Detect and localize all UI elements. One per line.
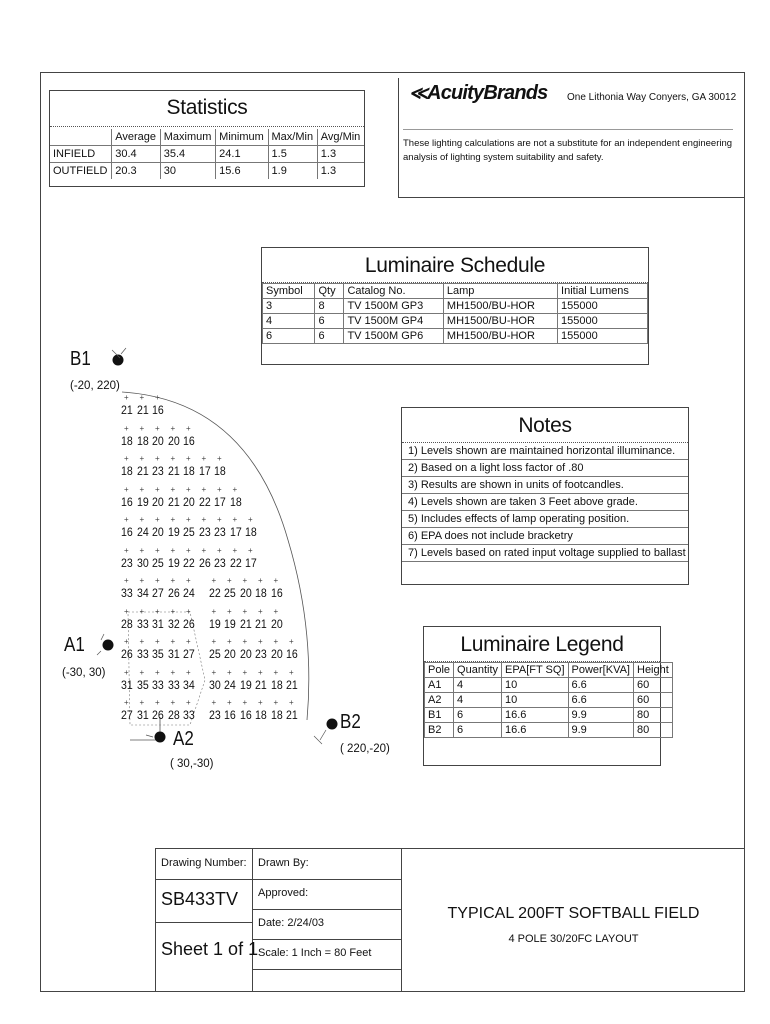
pole-a2-icon bbox=[155, 732, 166, 743]
legend-cell: 60 bbox=[634, 693, 673, 708]
legend-header-4: Height bbox=[634, 663, 673, 678]
schedule-cell: TV 1500M GP6 bbox=[344, 329, 443, 344]
legend-title: Luminaire Legend bbox=[460, 633, 624, 656]
illuminance-value: 21 bbox=[167, 466, 180, 478]
illuminance-value: 21 bbox=[255, 679, 267, 692]
illuminance-value: 31 bbox=[167, 649, 180, 661]
legend-cell: 10 bbox=[502, 678, 569, 693]
pole-b1-label: B1 bbox=[70, 348, 91, 370]
grid-point-icon: + bbox=[124, 637, 129, 646]
illuminance-value: 21 bbox=[239, 618, 252, 631]
illuminance-value: 22 bbox=[229, 557, 242, 570]
statistics-title: Statistics bbox=[166, 96, 248, 119]
statistics-header-3: Minimum bbox=[216, 129, 268, 146]
grid-point-icon: + bbox=[124, 606, 129, 616]
grid-point-icon: + bbox=[273, 576, 279, 585]
grid-point-icon: + bbox=[258, 576, 263, 585]
schedule-cell: TV 1500M GP3 bbox=[344, 299, 443, 314]
grid-point-icon: + bbox=[170, 484, 176, 494]
pole-a1-label: A1 bbox=[64, 634, 85, 656]
grid-point-icon: + bbox=[170, 606, 176, 616]
illuminance-value: 18 bbox=[214, 466, 226, 478]
grid-point-icon: + bbox=[211, 698, 217, 707]
grid-point-icon: + bbox=[170, 637, 176, 646]
illuminance-value: 20 bbox=[239, 649, 252, 661]
grid-point-icon: + bbox=[201, 484, 207, 494]
grid-point-icon: + bbox=[124, 667, 129, 677]
illuminance-value: 34 bbox=[183, 679, 195, 692]
note-item: 7) Levels based on rated input voltage supplied to ballast bbox=[402, 545, 688, 562]
grid-point-icon: + bbox=[258, 698, 263, 707]
illuminance-value: 23 bbox=[198, 527, 211, 539]
illuminance-value: 22 bbox=[183, 557, 195, 570]
illuminance-value: 20 bbox=[152, 496, 164, 509]
grid-point-icon: + bbox=[201, 545, 207, 555]
grid-point-icon: + bbox=[155, 606, 160, 616]
statistics-cell: 30 bbox=[160, 163, 215, 180]
legend-cell: 6.6 bbox=[568, 678, 634, 693]
main-title: TYPICAL 200FT SOFTBALL FIELD bbox=[447, 905, 700, 922]
grid-point-icon: + bbox=[139, 637, 145, 646]
grid-point-icon: + bbox=[155, 484, 160, 494]
illuminance-value: 26 bbox=[167, 588, 180, 600]
illuminance-value: 25 bbox=[183, 527, 195, 539]
legend-cell: 4 bbox=[454, 693, 502, 708]
illuminance-value: 24 bbox=[136, 527, 149, 539]
schedule-header-2: Catalog No. bbox=[344, 284, 443, 299]
grid-point-icon: + bbox=[155, 576, 160, 585]
pole-b2-coord: ( 220,-20) bbox=[340, 743, 390, 755]
notes-title: Notes bbox=[518, 414, 572, 437]
illuminance-value: 16 bbox=[286, 649, 298, 661]
illuminance-value: 19 bbox=[167, 557, 180, 570]
grid-point-icon: + bbox=[186, 515, 191, 524]
schedule-cell: MH1500/BU-HOR bbox=[443, 329, 557, 344]
grid-point-icon: + bbox=[139, 454, 145, 463]
illuminance-value: 18 bbox=[121, 435, 133, 448]
grid-point-icon: + bbox=[289, 698, 294, 707]
grid-point-icon: + bbox=[258, 667, 263, 677]
legend-cell: 9.9 bbox=[568, 708, 634, 723]
illuminance-value: 35 bbox=[136, 679, 149, 692]
grid-point-icon: + bbox=[242, 667, 248, 677]
illuminance-value: 31 bbox=[136, 710, 149, 722]
grid-point-icon: + bbox=[186, 606, 191, 616]
illuminance-value: 21 bbox=[286, 710, 298, 722]
illuminance-value: 24 bbox=[183, 588, 195, 600]
illuminance-value: 17 bbox=[245, 557, 257, 570]
legend-header-2: EPA[FT SQ] bbox=[502, 663, 569, 678]
statistics-cell: 35.4 bbox=[160, 146, 215, 163]
grid-point-icon: + bbox=[124, 484, 129, 494]
grid-point-icon: + bbox=[201, 454, 207, 463]
sub-title: 4 POLE 30/20FC LAYOUT bbox=[508, 933, 639, 945]
illuminance-value: 16 bbox=[270, 588, 283, 600]
illuminance-value: 21 bbox=[136, 466, 149, 478]
illuminance-value: 26 bbox=[198, 557, 211, 570]
schedule-cell: 4 bbox=[263, 314, 315, 329]
grid-point-icon: + bbox=[217, 515, 222, 524]
schedule-header-3: Lamp bbox=[443, 284, 557, 299]
legend-cell: A2 bbox=[425, 693, 454, 708]
statistics-cell: 1.9 bbox=[268, 163, 317, 180]
grid-point-icon: + bbox=[248, 515, 253, 524]
statistics-cell: 24.1 bbox=[216, 146, 268, 163]
legend-cell: 9.9 bbox=[568, 723, 634, 738]
pole-a2-label: A2 bbox=[173, 728, 194, 750]
statistics-cell: 15.6 bbox=[216, 163, 268, 180]
approved-label: Approved: bbox=[258, 887, 309, 899]
grid-point-icon: + bbox=[289, 667, 294, 677]
statistics-cell: OUTFIELD bbox=[53, 165, 108, 177]
illuminance-value: 19 bbox=[136, 496, 149, 509]
schedule-cell: 155000 bbox=[558, 299, 648, 314]
schedule-cell: 8 bbox=[315, 299, 344, 314]
illuminance-value: 22 bbox=[198, 496, 211, 509]
legend-cell: 80 bbox=[634, 723, 673, 738]
grid-point-icon: + bbox=[139, 576, 145, 585]
illuminance-value: 18 bbox=[255, 588, 267, 600]
note-item: 1) Levels shown are maintained horizontal illuminance. bbox=[402, 443, 688, 460]
legend-header-1: Quantity bbox=[454, 663, 502, 678]
grid-point-icon: + bbox=[242, 637, 248, 646]
grid-point-icon: + bbox=[186, 545, 191, 555]
schedule-cell: TV 1500M GP4 bbox=[344, 314, 443, 329]
grid-point-icon: + bbox=[170, 515, 176, 524]
grid-point-icon: + bbox=[170, 423, 176, 433]
grid-point-icon: + bbox=[211, 576, 217, 585]
illuminance-value: 26 bbox=[183, 618, 195, 631]
illuminance-value: 18 bbox=[183, 466, 195, 478]
grid-point-icon: + bbox=[258, 606, 263, 616]
illuminance-value: 28 bbox=[167, 710, 180, 722]
grid-point-icon: + bbox=[258, 637, 263, 646]
grid-point-icon: + bbox=[201, 515, 207, 524]
illuminance-value: 18 bbox=[121, 466, 133, 478]
legend-header-0: Pole bbox=[425, 663, 454, 678]
grid-point-icon: + bbox=[211, 606, 217, 616]
legend-cell: A1 bbox=[425, 678, 454, 693]
legend-cell: B2 bbox=[425, 723, 454, 738]
grid-point-icon: + bbox=[186, 576, 191, 585]
schedule-title: Luminaire Schedule bbox=[364, 254, 546, 277]
grid-point-icon: + bbox=[155, 454, 160, 463]
illuminance-value: 34 bbox=[136, 588, 149, 600]
statistics-header-5: Avg/Min bbox=[317, 129, 364, 146]
grid-point-icon: + bbox=[155, 423, 160, 433]
grid-point-icon: + bbox=[124, 423, 129, 433]
pole-a1-coord: (-30, 30) bbox=[62, 667, 106, 679]
grid-point-icon: + bbox=[139, 515, 145, 524]
statistics-cell: 30.4 bbox=[112, 146, 160, 163]
drawing-date: Date: 2/24/03 bbox=[258, 917, 325, 929]
illuminance-value: 32 bbox=[167, 618, 180, 631]
grid-point-icon: + bbox=[242, 606, 248, 616]
grid-point-icon: + bbox=[155, 545, 160, 555]
legend-cell: 80 bbox=[634, 708, 673, 723]
grid-point-icon: + bbox=[186, 698, 191, 707]
illuminance-value: 28 bbox=[121, 618, 133, 631]
grid-point-icon: + bbox=[232, 484, 238, 494]
illuminance-value: 35 bbox=[152, 649, 164, 661]
grid-point-icon: + bbox=[273, 606, 279, 616]
illuminance-value: 19 bbox=[239, 679, 252, 692]
illuminance-value: 21 bbox=[136, 405, 149, 417]
sheet-number: Sheet 1 of 1 bbox=[161, 939, 259, 959]
illuminance-value: 18 bbox=[270, 710, 283, 722]
schedule-cell: 155000 bbox=[558, 329, 648, 344]
illuminance-value: 21 bbox=[121, 405, 133, 417]
grid-point-icon: + bbox=[186, 637, 191, 646]
statistics-cell: 1.5 bbox=[268, 146, 317, 163]
logo-swoosh-icon: ≪ bbox=[409, 83, 428, 103]
legend-header-3: Power[KVA] bbox=[568, 663, 634, 678]
grid-point-icon: + bbox=[227, 576, 232, 585]
statistics-header-1: Average bbox=[112, 129, 160, 146]
illuminance-value: 20 bbox=[152, 527, 164, 539]
grid-point-icon: + bbox=[124, 454, 129, 463]
grid-point-icon: + bbox=[170, 576, 176, 585]
illuminance-value: 33 bbox=[121, 588, 133, 600]
grid-point-icon: + bbox=[155, 637, 160, 646]
grid-point-icon: + bbox=[124, 545, 129, 555]
legend-cell: B1 bbox=[425, 708, 454, 723]
grid-point-icon: + bbox=[186, 454, 191, 463]
illuminance-value: 18 bbox=[136, 435, 149, 448]
note-item: 3) Results are shown in units of footcandles. bbox=[402, 477, 688, 494]
note-item: 6) EPA does not include bracketry bbox=[402, 528, 688, 545]
disclaimer-text: These lighting calculations are not a substitute for an independent engineering analysis of lighting system suitability and safety. bbox=[403, 138, 733, 163]
illuminance-value: 16 bbox=[239, 710, 252, 722]
grid-point-icon: + bbox=[217, 545, 222, 555]
grid-point-icon: + bbox=[170, 698, 176, 707]
illuminance-value: 25 bbox=[208, 649, 221, 661]
grid-point-icon: + bbox=[227, 698, 232, 707]
schedule-cell: 155000 bbox=[558, 314, 648, 329]
grid-point-icon: + bbox=[242, 576, 248, 585]
title-block bbox=[155, 848, 745, 992]
grid-point-icon: + bbox=[248, 545, 253, 555]
note-item: 2) Based on a light loss factor of .80 bbox=[402, 460, 688, 477]
illuminance-value: 23 bbox=[255, 649, 267, 661]
illuminance-value: 27 bbox=[183, 649, 195, 661]
statistics-cell: 1.3 bbox=[317, 163, 364, 180]
pole-b2-icon bbox=[327, 719, 338, 730]
legend-cell: 4 bbox=[454, 678, 502, 693]
illuminance-value: 27 bbox=[152, 588, 164, 600]
grid-point-icon: + bbox=[227, 637, 232, 646]
legend-cell: 60 bbox=[634, 678, 673, 693]
illuminance-value: 17 bbox=[229, 527, 242, 539]
illuminance-value: 21 bbox=[286, 679, 298, 692]
illuminance-value: 25 bbox=[152, 557, 164, 570]
illuminance-value: 23 bbox=[152, 466, 164, 478]
grid-point-icon: + bbox=[124, 698, 129, 707]
schedule-cell: 3 bbox=[263, 299, 315, 314]
grid-point-icon: + bbox=[211, 637, 217, 646]
statistics-header-4: Max/Min bbox=[268, 129, 317, 146]
grid-point-icon: + bbox=[242, 698, 248, 707]
pole-a2-coord: ( 30,-30) bbox=[170, 758, 214, 770]
legend-cell: 10 bbox=[502, 693, 569, 708]
statistics-cell: INFIELD bbox=[53, 148, 96, 160]
grid-point-icon: + bbox=[139, 545, 145, 555]
grid-point-icon: + bbox=[139, 667, 145, 677]
grid-point-icon: + bbox=[273, 698, 279, 707]
schedule-cell: 6 bbox=[263, 329, 315, 344]
grid-point-icon: + bbox=[232, 515, 238, 524]
illuminance-value: 23 bbox=[208, 710, 221, 722]
pole-a1-icon bbox=[103, 640, 114, 651]
illuminance-value: 19 bbox=[208, 618, 221, 631]
illuminance-value: 23 bbox=[121, 557, 133, 570]
grid-point-icon: + bbox=[186, 423, 191, 433]
grid-point-icon: + bbox=[273, 637, 279, 646]
grid-point-icon: + bbox=[155, 515, 160, 524]
grid-point-icon: + bbox=[289, 637, 294, 646]
legend-cell: 6 bbox=[454, 723, 502, 738]
drawing-scale: Scale: 1 Inch = 80 Feet bbox=[258, 947, 372, 959]
illuminance-value: 33 bbox=[136, 649, 149, 661]
grid-point-icon: + bbox=[273, 667, 279, 677]
schedule-header-0: Symbol bbox=[263, 284, 315, 299]
illuminance-value: 25 bbox=[224, 588, 236, 600]
legend-cell: 6.6 bbox=[568, 693, 634, 708]
illuminance-value: 31 bbox=[152, 618, 164, 631]
note-item: 5) Includes effects of lamp operating position. bbox=[402, 511, 688, 528]
pole-b1-coord: (-20, 220) bbox=[70, 380, 120, 392]
grid-point-icon: + bbox=[155, 667, 160, 677]
illuminance-value: 16 bbox=[121, 496, 133, 509]
illuminance-value: 33 bbox=[152, 679, 164, 692]
schedule-cell: MH1500/BU-HOR bbox=[443, 314, 557, 329]
grid-point-icon: + bbox=[186, 484, 191, 494]
illuminance-value: 17 bbox=[214, 496, 226, 509]
grid-point-icon: + bbox=[211, 667, 217, 677]
illuminance-value: 20 bbox=[224, 649, 236, 661]
illuminance-value: 20 bbox=[270, 618, 283, 631]
grid-point-icon: + bbox=[124, 393, 129, 402]
illuminance-value: 18 bbox=[245, 527, 257, 539]
grid-point-icon: + bbox=[139, 698, 145, 707]
illuminance-value: 16 bbox=[183, 435, 195, 448]
grid-point-icon: + bbox=[170, 454, 176, 463]
legend-cell: 16.6 bbox=[502, 723, 569, 738]
legend-cell: 6 bbox=[454, 708, 502, 723]
illuminance-value: 19 bbox=[224, 618, 236, 631]
statistics-cell: 1.3 bbox=[317, 146, 364, 163]
schedule-header-4: Initial Lumens bbox=[558, 284, 648, 299]
statistics-cell: 20.3 bbox=[112, 163, 160, 180]
schedule-cell: 6 bbox=[315, 329, 344, 344]
grid-point-icon: + bbox=[124, 515, 129, 524]
illuminance-value: 27 bbox=[121, 710, 133, 722]
illuminance-value: 30 bbox=[136, 557, 149, 570]
grid-point-icon: + bbox=[139, 484, 145, 494]
illuminance-value: 23 bbox=[214, 527, 226, 539]
illuminance-value: 24 bbox=[224, 679, 236, 692]
illuminance-value: 33 bbox=[183, 710, 195, 722]
schedule-header-1: Qty bbox=[315, 284, 344, 299]
illuminance-value: 17 bbox=[198, 466, 211, 478]
illuminance-value: 18 bbox=[270, 679, 283, 692]
illuminance-value: 20 bbox=[183, 496, 195, 509]
illuminance-value: 16 bbox=[224, 710, 236, 722]
grid-point-icon: + bbox=[139, 393, 145, 402]
drawing-number-label: Drawing Number: bbox=[161, 857, 247, 869]
grid-point-icon: + bbox=[170, 545, 176, 555]
illuminance-value: 23 bbox=[214, 557, 226, 570]
company-address: One Lithonia Way Conyers, GA 30012 bbox=[567, 92, 737, 103]
illuminance-value: 31 bbox=[121, 679, 133, 692]
illuminance-value: 20 bbox=[239, 588, 252, 600]
grid-point-icon: + bbox=[232, 545, 238, 555]
illuminance-value: 20 bbox=[152, 435, 164, 448]
illuminance-value: 22 bbox=[208, 588, 221, 600]
illuminance-value: 26 bbox=[152, 710, 164, 722]
grid-point-icon: + bbox=[227, 667, 232, 677]
illuminance-value: 20 bbox=[167, 435, 180, 448]
legend-cell: 16.6 bbox=[502, 708, 569, 723]
pole-b2-label: B2 bbox=[340, 711, 361, 733]
illuminance-value: 16 bbox=[121, 527, 133, 539]
illuminance-value: 30 bbox=[208, 679, 221, 692]
note-item: 4) Levels shown are taken 3 Feet above grade. bbox=[402, 494, 688, 511]
illuminance-value: 16 bbox=[152, 405, 164, 417]
grid-point-icon: + bbox=[186, 667, 191, 677]
illuminance-value: 21 bbox=[167, 496, 180, 509]
illuminance-value: 26 bbox=[121, 649, 133, 661]
statistics-header-2: Maximum bbox=[160, 129, 215, 146]
illuminance-value: 21 bbox=[255, 618, 267, 631]
grid-point-icon: + bbox=[124, 576, 129, 585]
illuminance-value: 19 bbox=[167, 527, 180, 539]
drawn-by-label: Drawn By: bbox=[258, 857, 309, 869]
company-logo: ≪AcuityBrands bbox=[409, 82, 548, 104]
grid-point-icon: + bbox=[217, 484, 222, 494]
grid-point-icon: + bbox=[139, 423, 145, 433]
grid-point-icon: + bbox=[155, 698, 160, 707]
illuminance-value: 20 bbox=[270, 649, 283, 661]
schedule-cell: MH1500/BU-HOR bbox=[443, 299, 557, 314]
grid-point-icon: + bbox=[155, 393, 160, 402]
grid-point-icon: + bbox=[217, 454, 222, 463]
schedule-cell: 6 bbox=[315, 314, 344, 329]
grid-point-icon: + bbox=[227, 606, 232, 616]
illuminance-value: 18 bbox=[229, 496, 242, 509]
illuminance-value: 18 bbox=[255, 710, 267, 722]
illuminance-value: 33 bbox=[167, 679, 180, 692]
illuminance-value: 33 bbox=[136, 618, 149, 631]
drawing-number: SB433TV bbox=[161, 889, 239, 909]
grid-point-icon: + bbox=[170, 667, 176, 677]
grid-point-icon: + bbox=[139, 606, 145, 616]
